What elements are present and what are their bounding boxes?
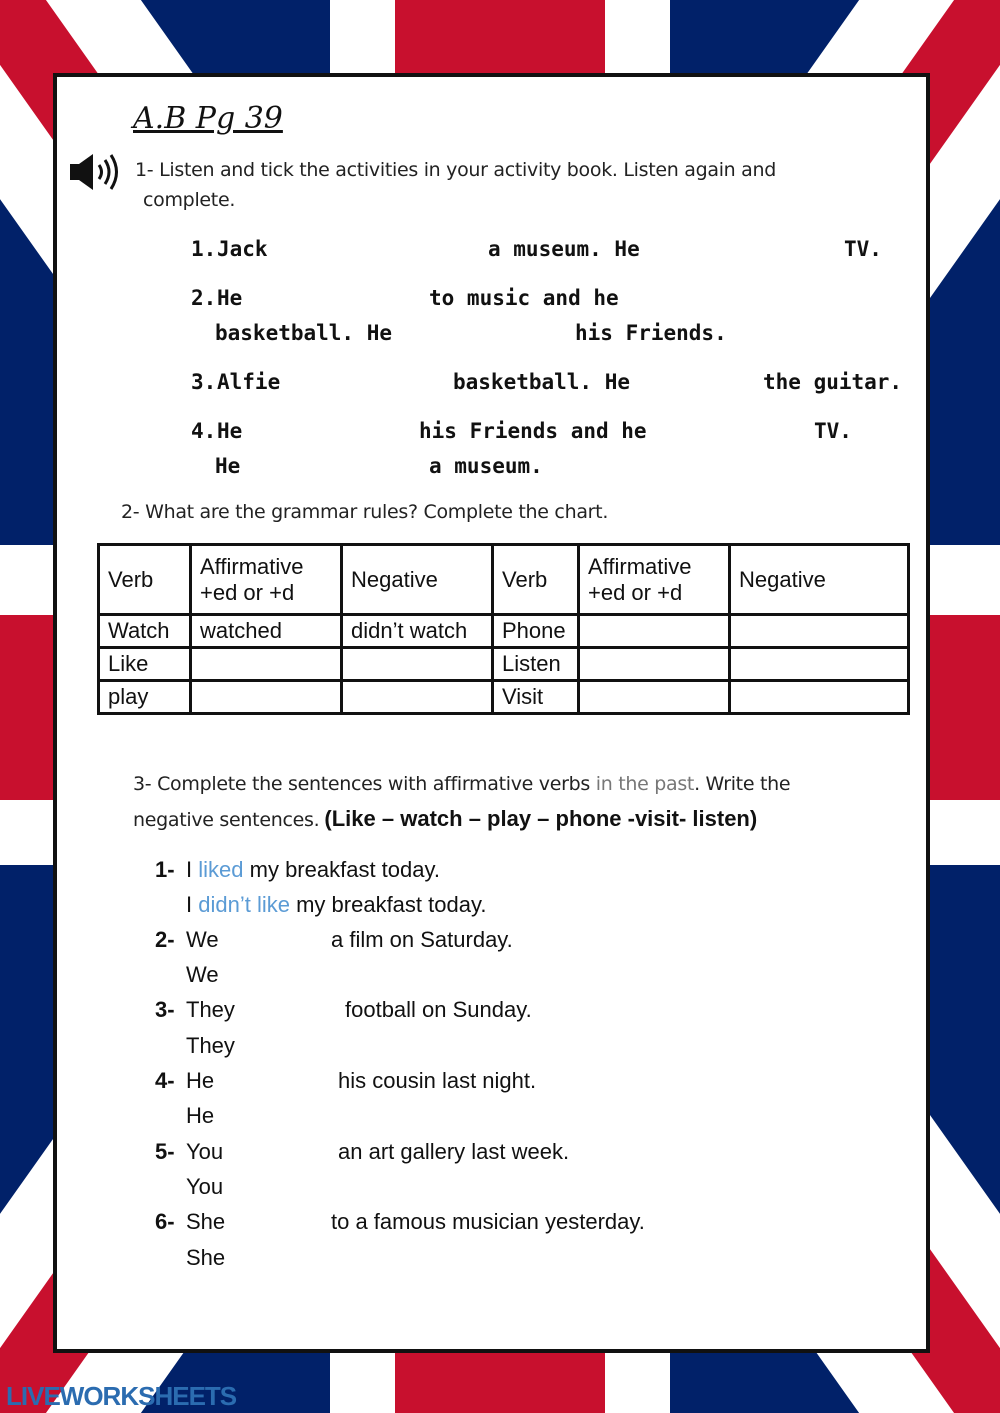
ex3-subject: She [186,1209,226,1234]
chart-cell: watched [191,615,342,648]
ex1-item-2-part: to music and he [429,286,619,310]
exercise1-instruction-cont: complete. [143,189,236,211]
chart-answer-field[interactable] [579,681,730,714]
chart-answer-field[interactable] [342,648,493,681]
ex1-item-4-part: He [215,454,241,478]
grammar-chart [97,543,910,715]
exercise2-instruction: 2- What are the grammar rules? Complete the chart. [121,501,609,523]
ex3-sentence-rest: football on Sunday. [345,997,532,1022]
chart-header-cell: Affirmative +ed or +d [191,545,342,615]
ex3-subject: We [186,927,219,952]
ex1-item-4-part: TV. [814,419,852,443]
ex3-subject: You [186,1174,224,1199]
ex1-item-1-part: TV. [844,237,882,261]
ex3-subject: They [186,997,235,1022]
ex3-sentence-rest: an art gallery last week. [338,1139,570,1164]
chart-header-cell: Affirmative +ed or +d [579,545,730,615]
ex3-item-number: 4- [155,1068,175,1093]
chart-row [99,681,909,714]
speaker-icon[interactable] [67,151,123,193]
chart-row [99,648,909,681]
ex3-subject: They [186,1033,235,1058]
chart-answer-field[interactable] [579,615,730,648]
liveworksheets-logo[interactable]: LIVEWORKSHEETS [6,1381,237,1411]
ex1-item-3-part: the guitar. [763,370,903,394]
chart-answer-field[interactable] [191,681,342,714]
ex1-item-3-part: basketball. He [453,370,631,394]
chart-cell: didn’t watch [342,615,493,648]
ex1-item-2-number: 2. [191,286,217,310]
ex1-item-3-number: 3. [191,370,217,394]
word-bank: (Like – watch – play – phone -visit- listen) [324,806,758,831]
ex1-item-1-part: Jack [217,237,268,261]
chart-cell: play [99,681,191,714]
ex1-item-1-number: 1. [191,237,217,261]
chart-cell: Visit [493,681,579,714]
ex3-sentence: I liked my breakfast today. [186,857,440,882]
ex1-item-4-part: his Friends and he [419,419,647,443]
ex3-sentence: I didn’t like my breakfast today. [186,892,487,917]
ex3-sentence-rest: to a famous musician yesterday. [331,1209,645,1234]
ex3-sentence-rest: a film on Saturday. [331,927,513,952]
ex1-item-4-part: He [217,419,243,443]
chart-header-row [99,545,909,615]
chart-answer-field[interactable] [730,648,909,681]
page-title: A.B Pg 39 [133,101,283,136]
ex3-sentence-rest: his cousin last night. [338,1068,537,1093]
ex3-item-number: 1- [155,857,175,882]
ex3-subject: He [186,1068,215,1093]
ex3-answer: liked [198,857,244,882]
ex3-subject: You [186,1139,224,1164]
chart-header-cell: Negative [342,545,493,615]
exercise3-instruction-cont: negative sentences. (Like – watch – play – phone -visit- listen) [133,806,758,831]
exercise1-instruction: 1- Listen and tick the activities in your activity book. Listen again and [135,159,777,181]
ex3-item-number: 6- [155,1209,175,1234]
ex1-item-1-part: a museum. He [488,237,640,261]
ex1-item-4-number: 4. [191,419,217,443]
chart-answer-field[interactable] [191,648,342,681]
ex3-item-number: 5- [155,1139,175,1164]
chart-header-cell: Negative [730,545,909,615]
chart-answer-field[interactable] [579,648,730,681]
ex3-answer: didn’t like [198,892,290,917]
ex3-item-number: 2- [155,927,175,952]
worksheet-page [53,73,930,1353]
ex3-subject: He [186,1103,215,1128]
exercise3-instruction: 3- Complete the sentences with affirmative verbs in the past. Write the [133,773,791,795]
chart-row [99,615,909,648]
ex1-item-2-part: his Friends. [575,321,727,345]
chart-answer-field[interactable] [730,615,909,648]
chart-answer-field[interactable] [342,681,493,714]
ex3-item-number: 3- [155,997,175,1022]
ex1-item-2-part: basketball. He [215,321,393,345]
chart-cell: Listen [493,648,579,681]
ex1-item-2-part: He [217,286,243,310]
ex3-subject: We [186,962,219,987]
ex3-subject: She [186,1245,226,1270]
chart-answer-field[interactable] [730,681,909,714]
ex1-item-4-part: a museum. [429,454,543,478]
chart-header-cell: Verb [99,545,191,615]
chart-cell: Watch [99,615,191,648]
ex1-item-3-part: Alfie [217,370,281,394]
chart-cell: Phone [493,615,579,648]
chart-header-cell: Verb [493,545,579,615]
chart-cell: Like [99,648,191,681]
